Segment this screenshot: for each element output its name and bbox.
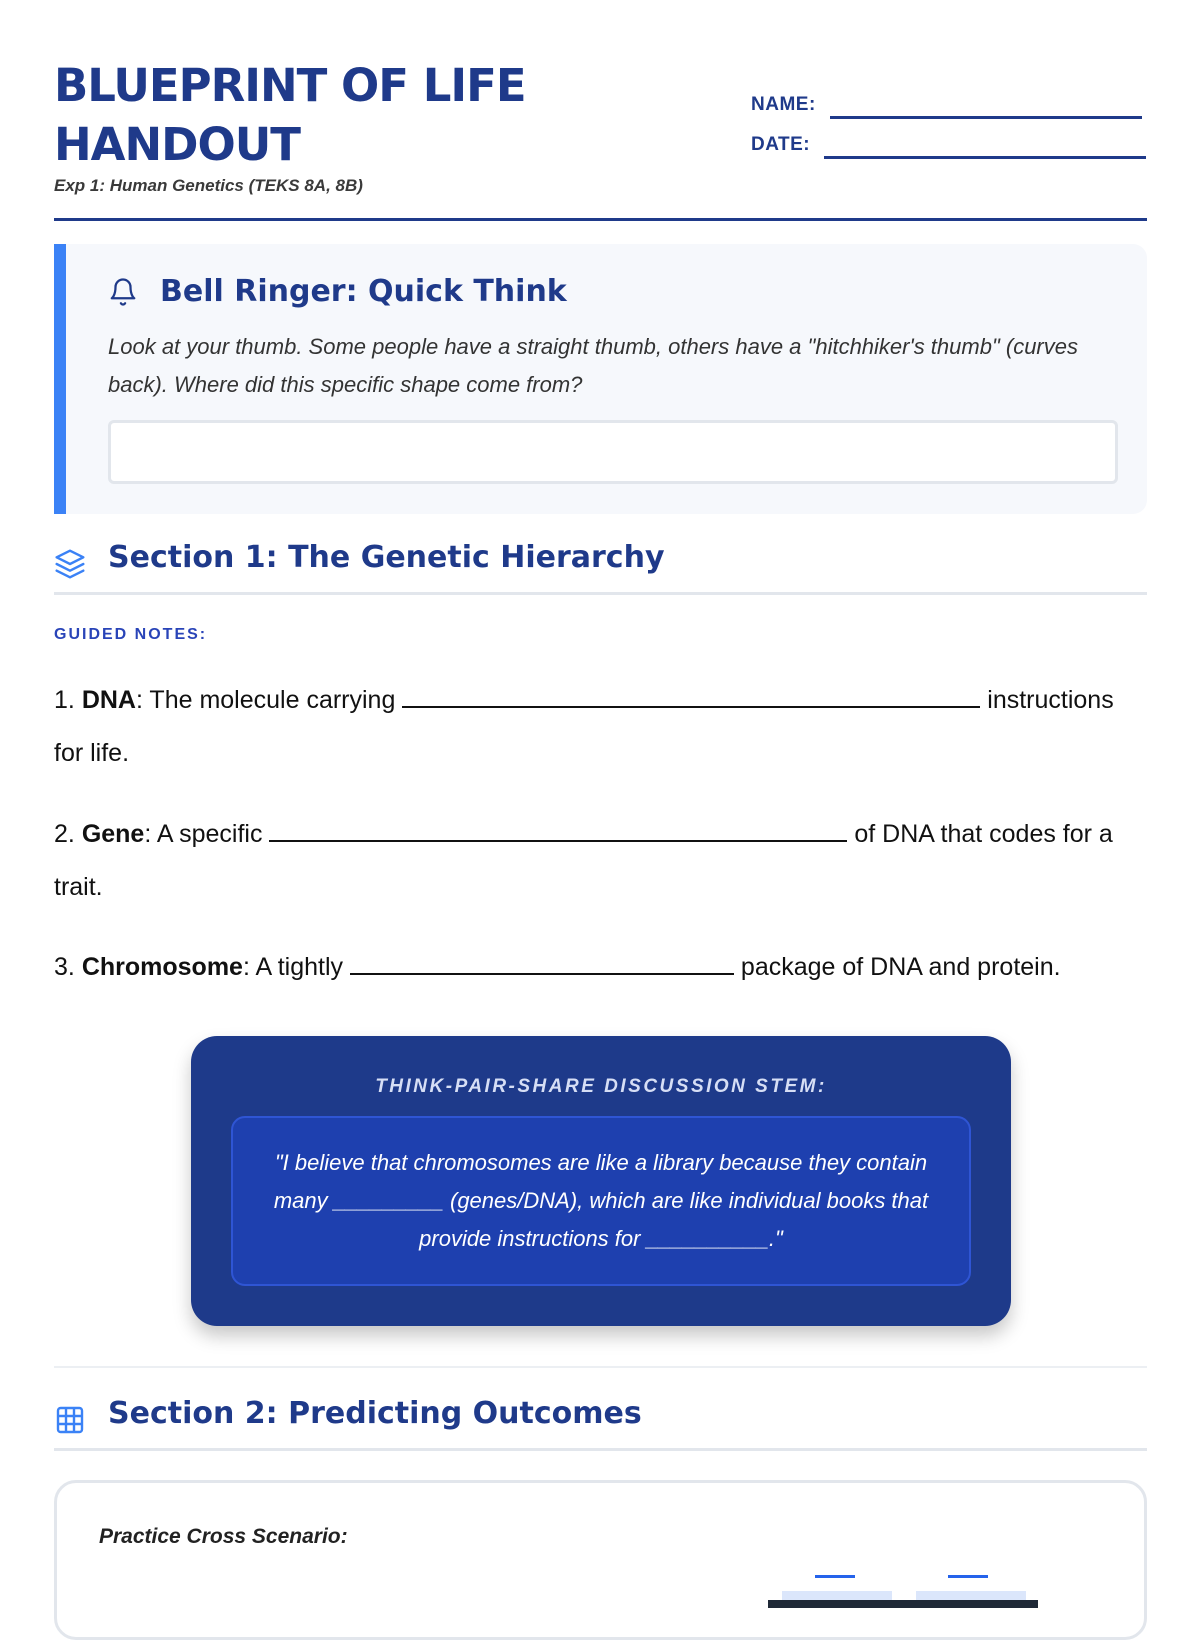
note-blank[interactable] <box>350 951 734 975</box>
note-term: Gene <box>81 820 145 848</box>
note-term: DNA <box>81 686 136 714</box>
note-number: 2. <box>54 820 75 848</box>
punnett-square-preview <box>768 1575 1038 1635</box>
grid-icon <box>54 1404 86 1436</box>
guided-notes-label: GUIDED NOTES: <box>54 626 208 643</box>
page-title: BLUEPRINT OF LIFE HANDOUT <box>54 59 526 171</box>
bell-ringer-card <box>54 244 1147 514</box>
name-line[interactable] <box>830 116 1142 119</box>
note-blank[interactable] <box>402 684 980 708</box>
bell-ringer-prompt: Look at your thumb. Some people have a straight thumb, others have a "hitchhiker's thumb" (curves back). Where did this specific shape come from? <box>108 334 1078 397</box>
note-text: : A tightly <box>242 953 350 981</box>
header <box>54 0 1147 221</box>
note-text: of DNA that codes for a trait. <box>54 820 1113 901</box>
punnett-header-blank <box>948 1575 988 1578</box>
note-text: instructions for life. <box>54 686 1114 767</box>
section-2-title: Section 2: Predicting Outcomes <box>108 1396 642 1431</box>
handout-page <box>54 0 1147 1548</box>
note-dna <box>54 674 1147 780</box>
date-field[interactable] <box>751 134 1146 156</box>
date-line[interactable] <box>824 156 1146 159</box>
note-number: 3. <box>54 953 75 981</box>
practice-title: Practice Cross Scenario: <box>99 1525 348 1548</box>
layers-icon <box>54 548 86 580</box>
discussion-label: THINK-PAIR-SHARE DISCUSSION STEM: <box>375 1076 827 1097</box>
note-text: : A specific <box>144 820 270 848</box>
punnett-cell <box>782 1591 892 1600</box>
name-label: NAME: <box>751 94 816 115</box>
bell-ringer-title: Bell Ringer: Quick Think <box>160 274 567 309</box>
page-subtitle: Exp 1: Human Genetics (TEKS 8A, 8B) <box>54 176 363 195</box>
bell-ringer-answer-box[interactable] <box>108 420 1118 484</box>
note-chromosome <box>54 941 1147 994</box>
name-field[interactable] <box>751 94 1142 116</box>
section-1-title: Section 1: The Genetic Hierarchy <box>108 540 665 575</box>
practice-cross-card <box>54 1480 1147 1640</box>
note-gene <box>54 808 1147 914</box>
punnett-header-blank <box>815 1575 855 1578</box>
section-divider <box>54 1366 1147 1368</box>
punnett-cell <box>916 1591 1026 1600</box>
bell-ringer-heading <box>108 274 567 309</box>
note-blank[interactable] <box>269 818 847 842</box>
discussion-box <box>191 1036 1011 1326</box>
section-2-heading <box>54 1394 1147 1451</box>
note-text: : The molecule carrying <box>135 686 403 714</box>
discussion-stem-box <box>231 1116 971 1286</box>
note-number: 1. <box>54 686 75 714</box>
discussion-quote: "I believe that chromosomes are like a library because they contain many _________ (genes/DNA), which are like individual books that provide instructions for __________." <box>273 1150 929 1251</box>
note-text: package of DNA and protein. <box>733 953 1061 981</box>
section-1-heading <box>54 538 1147 595</box>
bell-icon <box>108 277 138 307</box>
punnett-header-bar <box>768 1600 1038 1608</box>
date-label: DATE: <box>751 134 811 155</box>
note-term: Chromosome <box>81 953 243 981</box>
